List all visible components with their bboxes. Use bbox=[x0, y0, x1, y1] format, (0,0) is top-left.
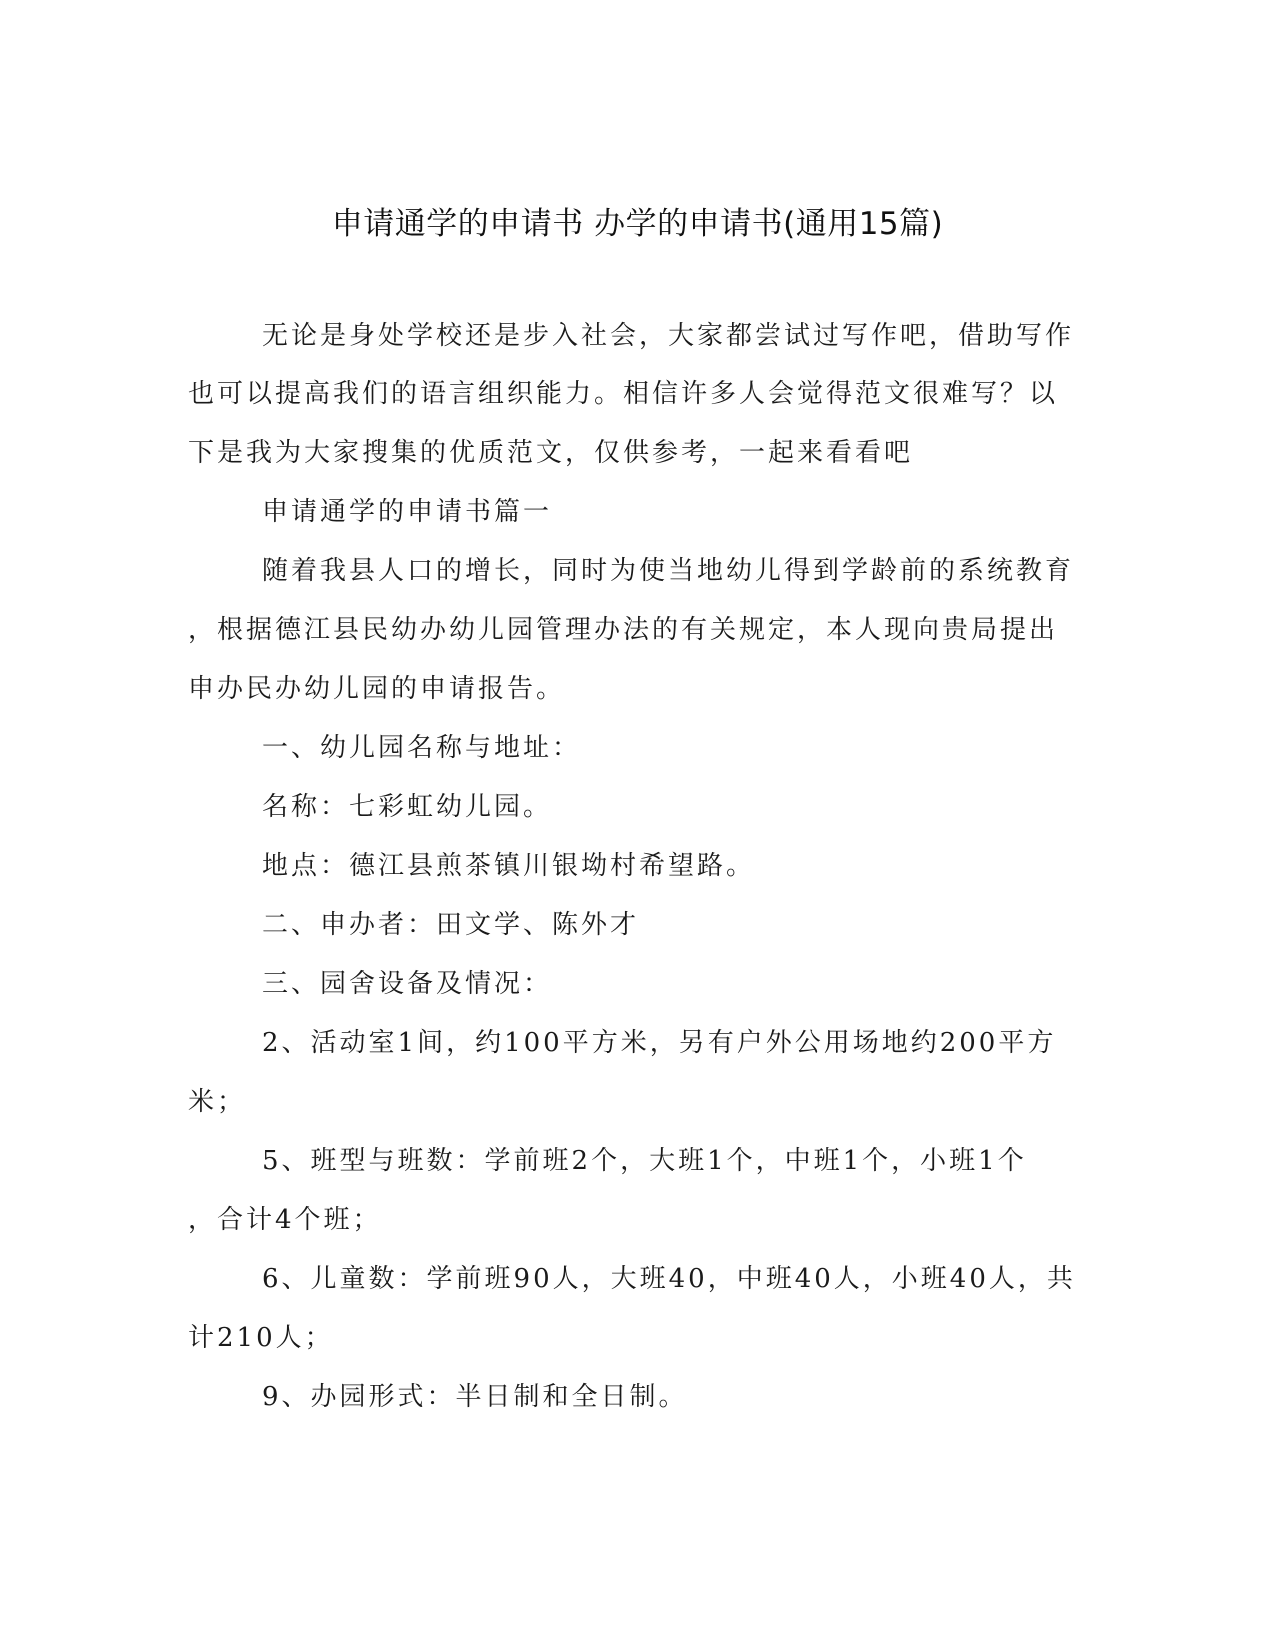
intro-line-1: 无论是身处学校还是步入社会，大家都尝试过写作吧，借助写作 bbox=[262, 321, 1075, 351]
intro-line-2: 也可以提高我们的语言组织能力。相信许多人会觉得范文很难写？以 bbox=[188, 379, 1059, 409]
list-item-2: 二、申办者：田文学、陈外才 bbox=[262, 910, 640, 940]
facility-item-2-line-1: 2、活动室1间，约100平方米，另有户外公用场地约200平方 bbox=[262, 1028, 1057, 1058]
document-title: 申请通学的申请书 办学的申请书(通用15篇) bbox=[331, 206, 944, 242]
kindergarten-location: 地点：德江县煎茶镇川银坳村希望路。 bbox=[262, 851, 756, 881]
paragraph-1-line-1: 随着我县人口的增长，同时为使当地幼儿得到学龄前的系统教育 bbox=[262, 556, 1075, 586]
facility-item-5-line-2: ，合计4个班； bbox=[188, 1205, 382, 1235]
facility-item-9: 9、办园形式：半日制和全日制。 bbox=[262, 1382, 688, 1412]
paragraph-1-line-3: 申办民办幼儿园的申请报告。 bbox=[188, 674, 566, 704]
list-item-3: 三、园舍设备及情况： bbox=[262, 969, 553, 999]
intro-line-3: 下是我为大家搜集的优质范文，仅供参考，一起来看看吧 bbox=[188, 438, 914, 468]
facility-item-6-line-1: 6、儿童数：学前班90人，大班40，中班40人，小班40人，共 bbox=[262, 1264, 1076, 1294]
list-item-1: 一、幼儿园名称与地址： bbox=[262, 733, 582, 763]
facility-item-5-line-1: 5、班型与班数：学前班2个，大班1个，中班1个，小班1个 bbox=[262, 1146, 1027, 1176]
paragraph-1-line-2: ，根据德江县民幼办幼儿园管理办法的有关规定，本人现向贵局提出 bbox=[188, 615, 1059, 645]
facility-item-2-line-2: 米； bbox=[188, 1087, 247, 1117]
facility-item-6-line-2: 计210人； bbox=[188, 1323, 334, 1353]
section-heading: 申请通学的申请书篇一 bbox=[262, 497, 553, 527]
kindergarten-name: 名称：七彩虹幼儿园。 bbox=[262, 792, 553, 822]
